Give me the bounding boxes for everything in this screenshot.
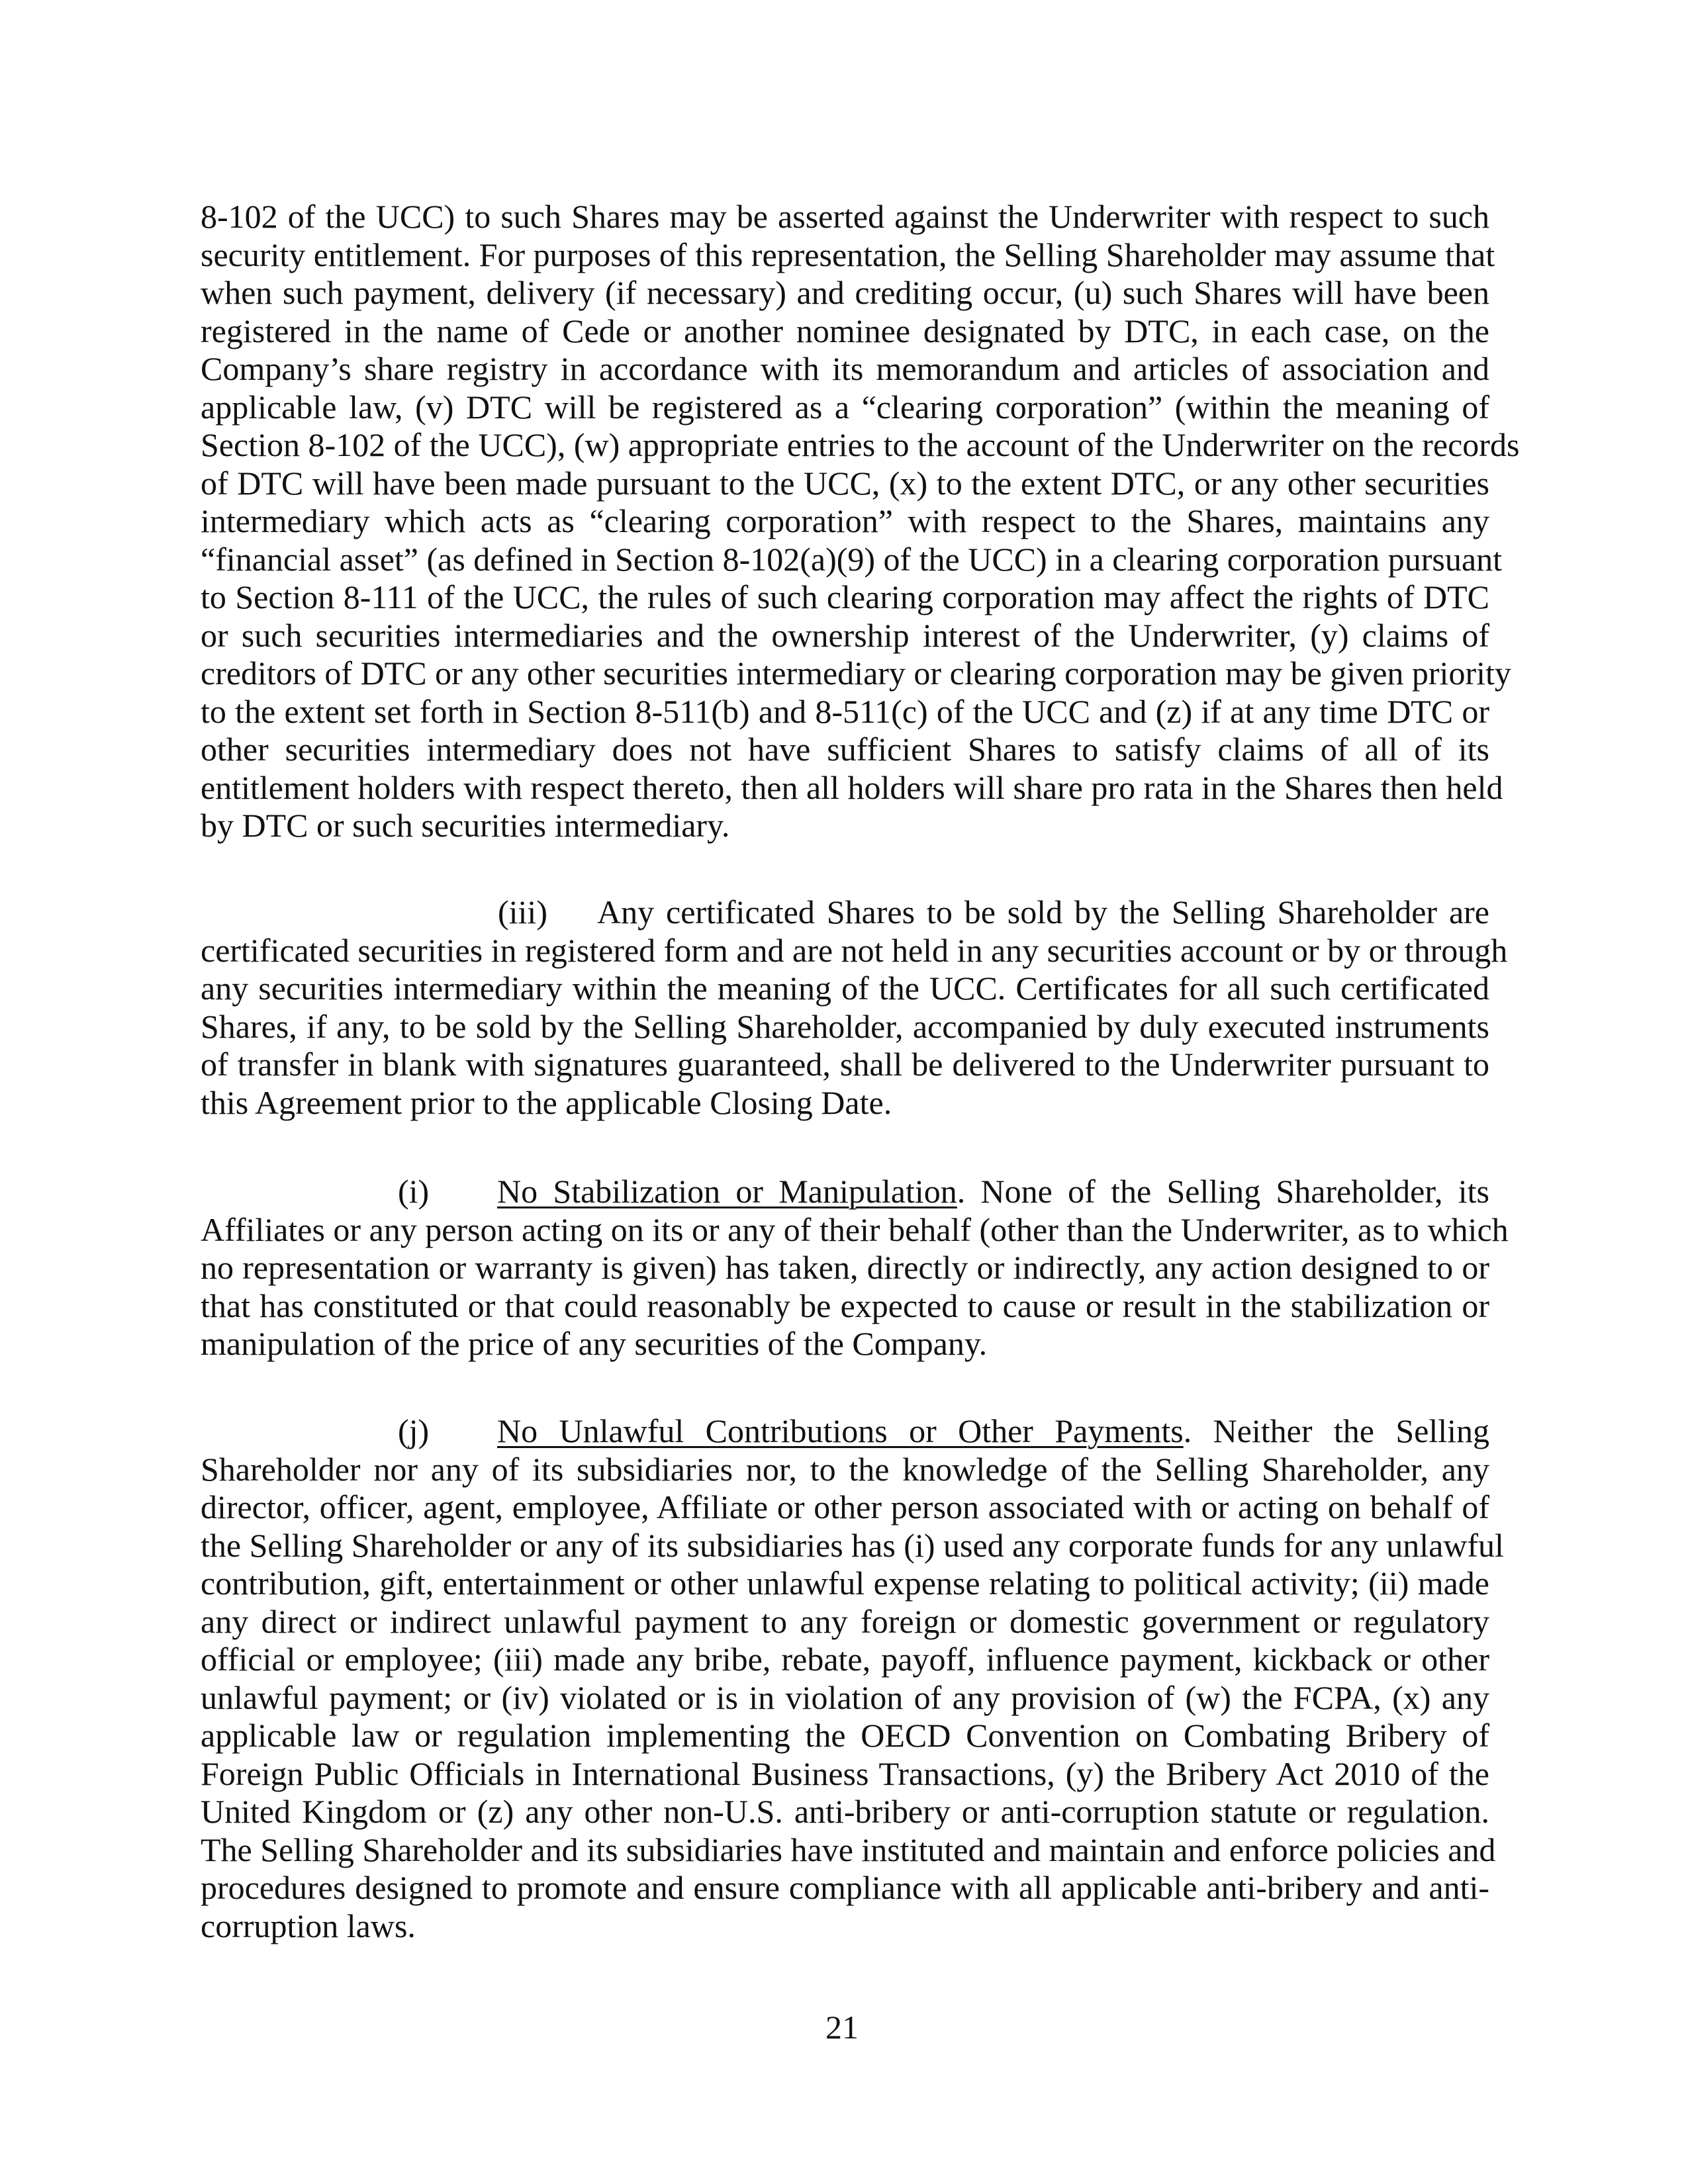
text-line: the Selling Shareholder or any of its subsidiaries has (i) used any corporate funds for any unlawful [201, 1526, 1504, 1564]
text-line: 8-102 of the UCC) to such Shares may be asserted against the Underwriter with respect to such [201, 198, 1489, 235]
text-line: United Kingdom or (z) any other non-U.S. anti-bribery or anti-corruption statute or regulation. [201, 1793, 1489, 1830]
text-line: Affiliates or any person acting on its or any of their behalf (other than the Underwriter, as to which [201, 1210, 1509, 1248]
text-line: of transfer in blank with signatures guaranteed, shall be delivered to the Underwriter pursuant to [201, 1046, 1489, 1083]
section-heading-row [497, 1173, 1489, 1211]
text-line: or such securities intermediaries and the ownership interest of the Underwriter, (y) claims of [201, 616, 1489, 654]
text-line: unlawful payment; or (iv) violated or is in violation of any provision of (w) the FCPA, (x) any [201, 1678, 1489, 1716]
text-line: security entitlement. For purposes of this representation, the Selling Shareholder may assume that [201, 236, 1495, 273]
text-line: Section 8-102 of the UCC), (w) appropriate entries to the account of the Underwriter on the records [201, 426, 1520, 463]
first-line-text: . Neither the Selling [1183, 1412, 1489, 1449]
item-label: (iii) [498, 893, 547, 931]
text-line: by DTC or such securities intermediary. [201, 807, 730, 844]
first-line-text: Any certificated Shares to be sold by the Selling Shareholder are [597, 893, 1489, 931]
text-line: certificated securities in registered form and are not held in any securities account or by or through [201, 931, 1508, 969]
text-line: contribution, gift, entertainment or other unlawful expense relating to political activity; (ii) made [201, 1565, 1489, 1602]
text-line: any direct or indirect unlawful payment to any foreign or domestic government or regulatory [201, 1602, 1489, 1640]
text-line: to Section 8-111 of the UCC, the rules of such clearing corporation may affect the rights of DTC [201, 578, 1489, 615]
section-heading-line [201, 1173, 1489, 1211]
text-line: no representation or warranty is given) has taken, directly or indirectly, any action designed to or [201, 1249, 1489, 1286]
section-heading: No Unlawful Contributions or Other Payments [497, 1412, 1184, 1449]
text-line: applicable law, (v) DTC will be registered as a “clearing corporation” (within the meaning of [201, 388, 1489, 426]
text-line: registered in the name of Cede or another nominee designated by DTC, in each case, on the [201, 312, 1489, 349]
text-line: Foreign Public Officials in International Business Transactions, (y) the Bribery Act 2010 of the [201, 1754, 1489, 1792]
text-line: that has constituted or that could reasonably be expected to cause or result in the stabilization or [201, 1287, 1489, 1324]
section-j-no-unlawful-payments [201, 1412, 1504, 1945]
text-line: applicable law or regulation implementing the OECD Convention on Combating Bribery of [201, 1717, 1489, 1754]
text-line: director, officer, agent, employee, Affiliate or other person associated with or acting on behalf of [201, 1488, 1489, 1525]
page-number: 21 [825, 2009, 859, 2046]
text-line: creditors of DTC or any other securities intermediary or clearing corporation may be given priority [201, 655, 1511, 692]
first-line-text: . None of the Selling Shareholder, its [957, 1173, 1490, 1210]
section-i-no-stabilization [201, 1173, 1509, 1363]
section-heading-line [201, 1412, 1489, 1451]
paragraph-first-line [201, 893, 1489, 932]
text-line: Shares, if any, to be sold by the Selling Shareholder, accompanied by duly executed instruments [201, 1007, 1489, 1045]
text-line: manipulation of the price of any securities of the Company. [201, 1325, 988, 1362]
text-line: “financial asset” (as defined in Section 8-102(a)(9) of the UCC) in a clearing corporation pursuant [201, 540, 1502, 578]
paragraph-iii-certificated-shares [201, 893, 1508, 1122]
text-line: this Agreement prior to the applicable Closing Date. [201, 1083, 892, 1121]
text-line: The Selling Shareholder and its subsidiaries have instituted and maintain and enforce policies and [201, 1831, 1496, 1868]
text-line: to the extent set forth in Section 8-511(b) and 8-511(c) of the UCC and (z) if at any time DTC or [201, 692, 1489, 730]
section-label: (i) [398, 1173, 430, 1210]
text-line: other securities intermediary does not have sufficient Shares to satisfy claims of all of its [201, 731, 1489, 768]
text-line: procedures designed to promote and ensure compliance with all applicable anti-bribery and anti- [201, 1869, 1489, 1906]
text-line: entitlement holders with respect thereto, then all holders will share pro rata in the Shares then held [201, 768, 1503, 806]
text-line: corruption laws. [201, 1907, 416, 1944]
text-line: any securities intermediary within the meaning of the UCC. Certificates for all such certificated [201, 970, 1489, 1007]
text-line: Shareholder nor any of its subsidiaries nor, to the knowledge of the Selling Shareholder, any [201, 1450, 1489, 1488]
section-label: (j) [398, 1412, 430, 1449]
text-line: when such payment, delivery (if necessary) and crediting occur, (u) such Shares will have been [201, 274, 1489, 311]
text-line: Company’s share registry in accordance with its memorandum and articles of association and [201, 350, 1489, 387]
text-line: official or employee; (iii) made any bribe, rebate, payoff, influence payment, kickback or other [201, 1641, 1489, 1678]
text-line: intermediary which acts as “clearing corporation” with respect to the Shares, maintains any [201, 502, 1489, 539]
paragraph-ucc-continuation [201, 198, 1520, 845]
text-line: of DTC will have been made pursuant to the UCC, (x) to the extent DTC, or any other securities [201, 464, 1489, 502]
section-heading-row [497, 1412, 1489, 1451]
section-heading: No Stabilization or Manipulation [497, 1173, 957, 1210]
